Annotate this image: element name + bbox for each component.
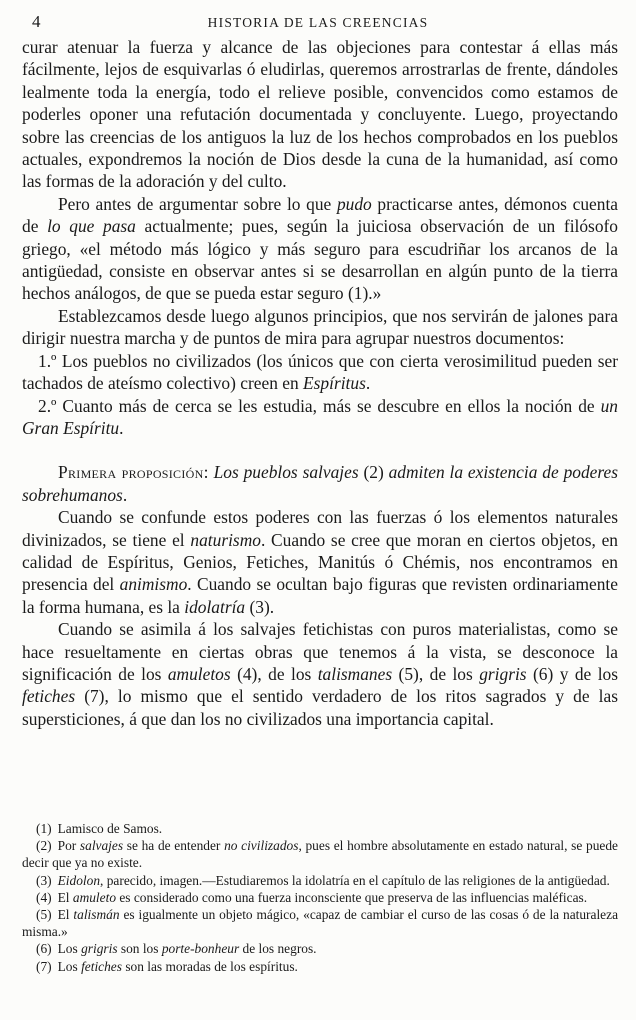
body-text bbox=[22, 36, 618, 730]
text-run: . bbox=[119, 417, 124, 438]
footnote-6 bbox=[22, 940, 618, 957]
page-number: 4 bbox=[32, 12, 41, 31]
text-run: son las moradas de los espíritus. bbox=[121, 958, 298, 974]
text-run: (2) bbox=[358, 462, 389, 483]
proposition-label: Primera proposición: bbox=[58, 462, 209, 483]
footnote-5 bbox=[22, 906, 618, 940]
text-run: practicarse antes, démonos cuenta de bbox=[22, 193, 618, 237]
text-run: son los bbox=[117, 941, 162, 957]
italic-run: fetiches bbox=[22, 686, 76, 707]
italic-run: amuleto bbox=[72, 889, 117, 905]
italic-run: Eidolon bbox=[57, 872, 101, 888]
text-run: Los pueblos no civilizados (los únicos que con cierta verosimilitud pueden ser tachados de ateísmo colectivo) creen en bbox=[22, 350, 618, 394]
principle-item-2 bbox=[22, 395, 618, 440]
footnotes bbox=[22, 820, 618, 975]
text-run: . bbox=[122, 484, 128, 505]
text-run: (7), lo mismo que el sentido verdadero de los ritos sagrados y de las supersticiones, á que dan los no civilizados una importancia capital. bbox=[22, 686, 618, 729]
text-run: Cuanto más de cerca se les estudia, más se descubre en ellos la noción de bbox=[56, 395, 601, 416]
italic-run: animismo bbox=[119, 574, 188, 595]
text-run: El bbox=[57, 907, 74, 923]
text-run: Por bbox=[57, 838, 80, 854]
italic-run: talismán bbox=[73, 907, 120, 923]
footnote-2 bbox=[22, 837, 618, 871]
text-run: , pues el hombre absolutamente en estado natural, se puede decir que ya no existe. bbox=[22, 838, 618, 871]
italic-run: no civilizados bbox=[224, 838, 299, 854]
paragraph-fetishists bbox=[22, 618, 618, 730]
italic-run: grigris bbox=[479, 663, 527, 684]
footnote-mark: (6) bbox=[36, 941, 52, 957]
text-run: (5), de los bbox=[392, 663, 480, 684]
text-run: de los negros. bbox=[239, 941, 317, 957]
italic-run: porte-bonheur bbox=[161, 941, 240, 957]
footnote-mark: (2) bbox=[36, 838, 52, 854]
text-run: Los bbox=[57, 941, 82, 957]
italic-run: admiten la existencia de poderes sobrehumanos bbox=[22, 462, 618, 505]
text-run: . Cuando se cree que moran en ciertos objetos, en calidad de Espíritus, Genios, Fetiches, Manitús ó Chémis, nos encontramos en presencia del bbox=[22, 529, 618, 595]
paragraph-principles: Establezcamos desde luego algunos principios, que nos servirán de jalones para dirigir nuestra marcha y de puntos de mira para agrupar nuestros documentos: bbox=[22, 305, 618, 349]
footnote-1 bbox=[22, 820, 618, 837]
text-run: Cuando se asimila á los salvajes fetichistas con puros materialistas, como se hace resueltamente en ciertas obras que tenemos á la vista, se desconoce la significación de los bbox=[22, 619, 618, 684]
italic-run: talismanes bbox=[317, 663, 393, 684]
running-head: HISTORIA DE LAS CREENCIAS bbox=[207, 15, 429, 30]
text-run: El bbox=[57, 889, 73, 905]
text-run: Pero antes de argumentar sobre lo que bbox=[58, 193, 337, 214]
item-number: 1.º bbox=[38, 350, 57, 371]
page-header bbox=[24, 12, 612, 34]
footnote-mark: (5) bbox=[36, 907, 52, 923]
italic-run: salvajes bbox=[79, 838, 124, 854]
text-run: (3). bbox=[245, 596, 275, 617]
text-run: es considerado como una fuerza inconsciente que preserva de las influencias maléficas. bbox=[116, 889, 588, 905]
italic-run: un Gran Espíritu bbox=[22, 395, 618, 438]
footnote-3 bbox=[22, 872, 618, 889]
paragraph-continuation: curar atenuar la fuerza y alcance de las objeciones para contestar á ellas más fácilmente, lejos de esquivarlas ó eludirlas, queremos arrostrarlas de frente, dándoles lealmente toda la energía, todo el relieve posible, convencidos como estamos de poderles oponer una refutación documentada y concluyente. Luego, proyectando sobre las creencias de los antiguos la luz de los hechos comprobados en los pueblos actuales, expondremos la noción de Dios desde la cuna de la humanidad, así como las formas de la adoración y del culto. bbox=[22, 37, 618, 192]
text-run: es igualmente un objeto mágico, «capaz de cambiar el curso de las cosas ó de la naturaleza misma.» bbox=[22, 907, 619, 940]
paragraph-argument bbox=[22, 193, 618, 305]
italic-run: Los pueblos salvajes bbox=[208, 462, 359, 483]
footnote-mark: (7) bbox=[36, 958, 52, 974]
proposition-heading bbox=[22, 461, 618, 506]
italic-run: fetiches bbox=[81, 958, 122, 974]
footnote-4 bbox=[22, 889, 618, 906]
text-run: se ha de entender bbox=[123, 838, 225, 854]
text-run: Los bbox=[57, 958, 82, 974]
text-run: (6) y de los bbox=[526, 663, 618, 684]
principle-item-1 bbox=[22, 350, 618, 395]
text-run: Lamisco de Samos. bbox=[57, 821, 163, 836]
item-number: 2.º bbox=[38, 395, 57, 416]
text-run: . bbox=[365, 373, 371, 394]
italic-run: Espíritus bbox=[303, 373, 366, 394]
italic-run: pudo bbox=[336, 193, 372, 214]
text-run: actualmente; pues, según la juiciosa observación de un filósofo griego, «el método más lógico y más seguro para escudriñar los arcanos de la antigüedad, consiste en observar antes si se desarrollan en algún punto de la tierra hechos análogos, de que se pueda estar seguro (1).» bbox=[22, 216, 619, 304]
text-run: , parecido, imagen.—Estudiaremos la idolatría en el capítulo de las religiones de la antigüedad. bbox=[100, 872, 610, 888]
italic-run: amuletos bbox=[167, 663, 231, 684]
text-run: (4), de los bbox=[230, 663, 318, 684]
footnote-mark: (3) bbox=[36, 872, 52, 888]
paragraph-naturism bbox=[22, 506, 618, 618]
footnote-mark: (1) bbox=[36, 821, 52, 836]
footnote-7 bbox=[22, 958, 618, 975]
text-run: . Cuando se ocultan bajo figuras que revisten ordinariamente la forma humana, es la bbox=[22, 574, 618, 617]
italic-run: grigris bbox=[81, 941, 118, 957]
italic-run: idolatría bbox=[184, 596, 246, 617]
italic-run: naturismo bbox=[190, 529, 261, 550]
footnote-mark: (4) bbox=[36, 889, 52, 905]
text-run: Cuando se confunde estos poderes con las fuerzas ó los elementos naturales divinizados, se tiene el bbox=[22, 507, 618, 550]
italic-run: lo que pasa bbox=[47, 216, 136, 237]
